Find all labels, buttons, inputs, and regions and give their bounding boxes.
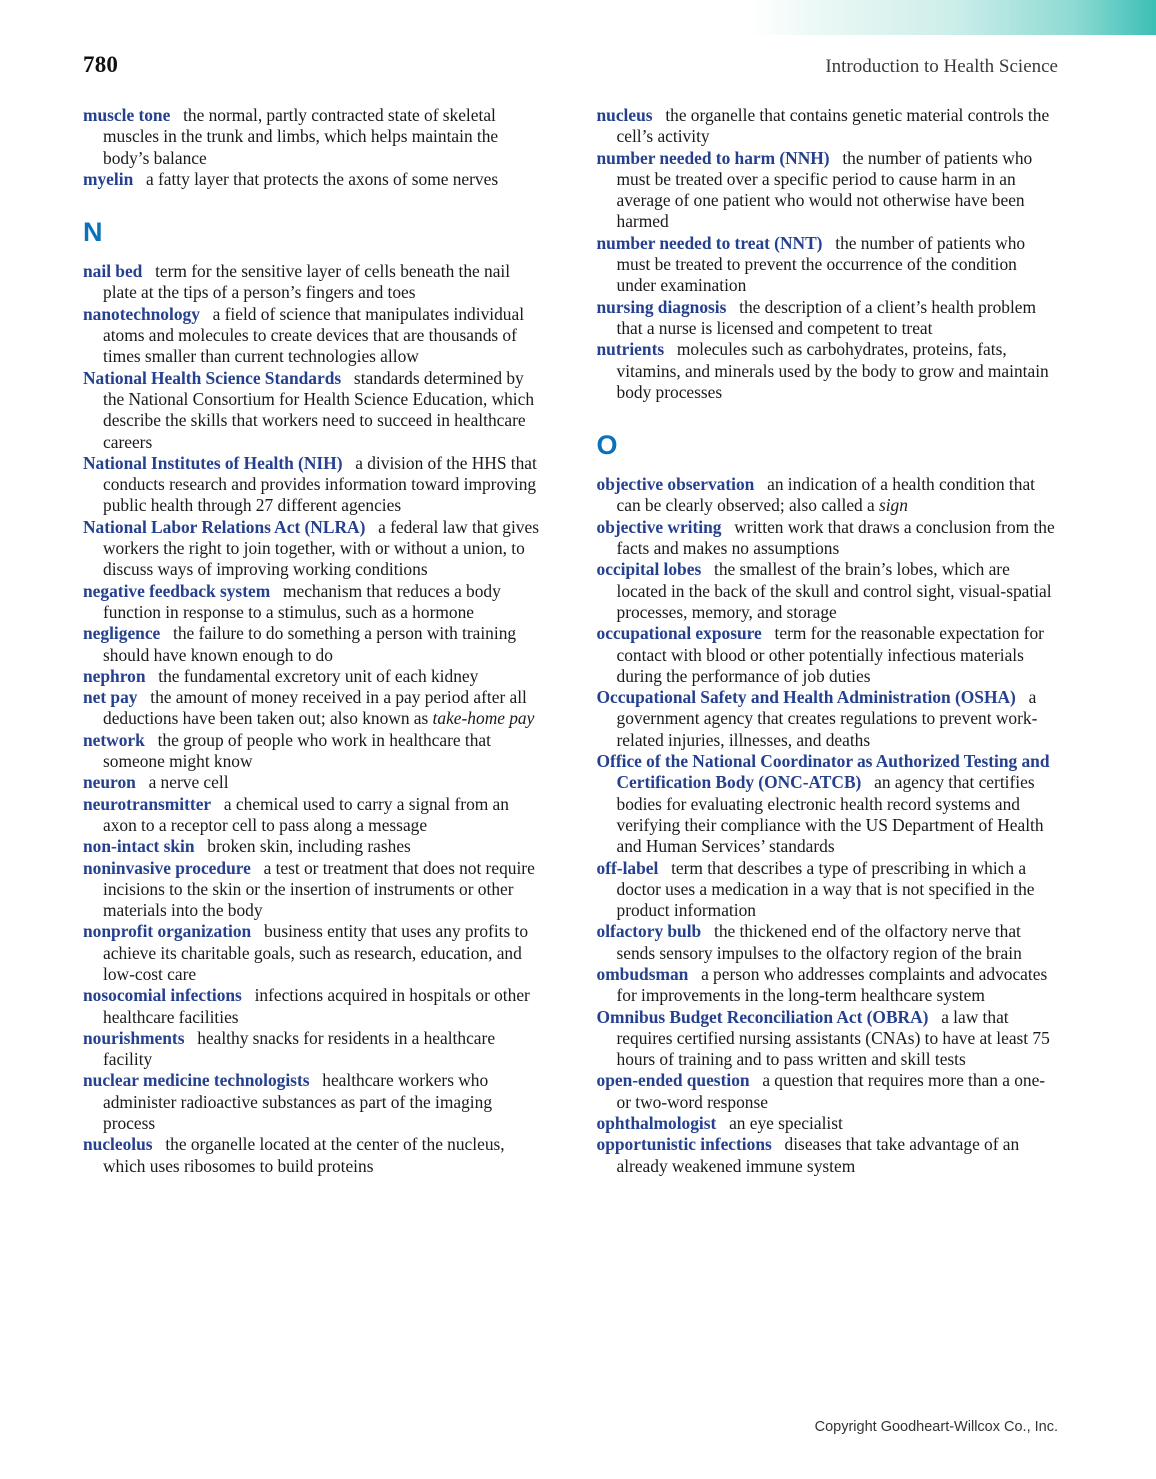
glossary-definition: term for the reasonable expectation for contact with blood or other potentially infectious materials during the performance of job duties [616,623,1044,686]
glossary-term: ombudsman [596,963,689,984]
glossary-term: network [83,729,145,750]
glossary-term: National Health Science Standards [83,367,342,388]
glossary-entry [83,105,545,169]
glossary-entry [597,1113,1059,1134]
term-definition-gap [184,1028,197,1048]
glossary-term: negligence [83,623,161,644]
glossary-definition: a chemical used to carry a signal from an axon to a receptor cell to pass along a message [103,793,509,835]
glossary-entry [597,1007,1059,1071]
glossary-entry [597,339,1059,403]
glossary-definition: an eye specialist [729,1113,843,1134]
glossary-term: negative feedback system [83,580,271,601]
glossary-definition: a person who addresses complaints and advocates for improvements in the long-term healthcare system [616,963,1048,1006]
glossary-body [83,105,1058,1385]
term-definition-gap [772,1134,785,1154]
glossary-definition: an indication of a health condition that can be clearly observed; also called a [616,474,1036,516]
glossary-entry [83,921,545,985]
glossary-entry [597,559,1059,623]
glossary-term: nursing diagnosis [596,296,727,317]
term-definition-gap [861,772,874,792]
term-definition-gap [688,964,701,984]
glossary-definition-italic: take-home pay [432,708,535,729]
glossary-term: occipital lobes [596,559,702,580]
glossary-definition: written work that draws a conclusion from the facts and makes no assumptions [616,516,1055,559]
term-definition-gap [928,1007,941,1027]
left-column [83,105,545,1385]
glossary-definition: a fatty layer that protects the axons of some nerves [146,168,499,189]
glossary-definition: mechanism that reduces a body function in response to a stimulus, such as a hormone [103,580,501,622]
term-definition-gap [211,794,224,814]
term-definition-gap [701,559,714,579]
glossary-term: muscle tone [83,105,171,125]
term-definition-gap [251,921,264,941]
glossary-entry [83,1028,545,1071]
glossary-entry [597,1134,1059,1177]
copyright-notice: Copyright Goodheart-Willcox Co., Inc. [814,1419,1058,1435]
section-letter-o: O [596,430,618,461]
term-definition-gap [270,581,283,601]
glossary-entry [83,985,545,1028]
decorative-gradient-bar [750,0,1156,35]
glossary-entry [597,751,1059,857]
glossary-term: objective observation [596,474,755,495]
glossary-term: off-label [596,857,659,878]
glossary-entry [597,858,1059,922]
term-definition-gap [701,921,714,941]
glossary-definition-italic: sign [878,495,908,516]
glossary-entry [83,858,545,922]
page-number: 780 [83,52,119,77]
glossary-definition: the organelle that contains genetic material controls the cell’s activity [616,105,1050,147]
glossary-term: Occupational Safety and Health Administration (OSHA) [596,687,1016,708]
glossary-term: open-ended question [596,1070,750,1091]
term-definition-gap [145,730,158,750]
term-definition-gap [658,858,671,878]
term-definition-gap [822,233,835,253]
glossary-entry [597,623,1059,687]
glossary-definition: a nerve cell [148,772,229,793]
glossary-entry [83,623,545,666]
glossary-term: nanotechnology [83,303,200,324]
glossary-term: ophthalmologist [596,1113,717,1134]
glossary-term: nucleus [596,105,653,125]
section-letter-n: N [83,217,103,248]
page-footer [83,1418,1058,1436]
term-definition-gap [754,474,767,494]
glossary-term: opportunistic infections [596,1134,772,1155]
glossary-definition: a field of science that manipulates individual atoms and molecules to create devices that are thousands of times smaller than current technologies allow [103,303,525,367]
term-definition-gap [653,105,666,125]
glossary-term: nosocomial infections [83,985,242,1006]
glossary-term: objective writing [596,516,722,537]
glossary-definition: the organelle located at the center of the nucleus, which uses ribosomes to build proteins [103,1134,505,1176]
glossary-definition: a federal law that gives workers the right to join together, with or without a union, to discuss ways of improving working conditions [103,516,539,580]
glossary-entry [83,368,545,453]
term-definition-gap [721,517,734,537]
glossary-term: nephron [83,665,146,686]
glossary-entry [83,687,545,730]
glossary-definition: molecules such as carbohydrates, proteins, fats, vitamins, and minerals used by the body to grow and maintain body processes [616,339,1049,402]
glossary-entry [597,105,1059,148]
term-definition-gap [365,517,378,537]
glossary-definition: business entity that uses any profits to achieve its charitable goals, such as research, education, and low-cost care [103,921,529,984]
term-definition-gap [726,297,739,317]
term-definition-gap [716,1113,729,1133]
glossary-definition: a division of the HHS that conducts research and provides information toward improving public health through 27 different agencies [103,452,537,516]
glossary-definition: term that describes a type of prescribing in which a doctor uses a medication in a way that is not specified in the product information [616,857,1035,921]
term-definition-gap [146,666,159,686]
term-definition-gap [343,453,356,473]
glossary-term: Office of the National Coordinator as Authorized Testing and Certification Body (ONC-ATCB) [596,751,1050,793]
glossary-entry [83,581,545,624]
term-definition-gap [762,623,775,643]
glossary-entry [83,730,545,773]
glossary-term: neuron [83,772,136,793]
term-definition-gap [1016,687,1029,707]
glossary-entry [597,964,1059,1007]
glossary-entry [597,687,1059,751]
glossary-definition: the group of people who work in healthcare that someone might know [103,729,491,772]
glossary-entry [597,148,1059,233]
glossary-term: Omnibus Budget Reconciliation Act (OBRA) [596,1006,929,1027]
glossary-definition: standards determined by the National Consortium for Health Science Education, which describe the skills that workers need to succeed in healthcare careers [103,367,535,452]
glossary-term: myelin [83,168,134,189]
glossary-definition: the failure to do something a person with training should have known enough to do [103,623,517,665]
glossary-definition: term for the sensitive layer of cells beneath the nail plate at the tips of a person’s fingers and toes [103,261,511,303]
glossary-term: nutrients [596,339,665,360]
glossary-entry [83,453,545,517]
glossary-definition: a government agency that creates regulations to prevent work-related injuries, illnesses, and deaths [616,687,1038,750]
glossary-definition: the amount of money received in a pay period after all deductions have been taken out; also known as [103,687,527,729]
term-definition-gap [142,261,155,281]
term-definition-gap [242,985,255,1005]
glossary-entry [597,474,1059,517]
glossary-definition: an agency that certifies bodies for evaluating electronic health record systems and verifying their compliance with the US Department of Health and Human Services’ standards [616,772,1044,857]
glossary-definition: the number of patients who must be treated to prevent the occurrence of the condition under examination [616,232,1026,296]
glossary-entry [597,297,1059,340]
glossary-definition: infections acquired in hospitals or other healthcare facilities [103,985,530,1027]
glossary-term: National Labor Relations Act (NLRA) [83,516,366,537]
glossary-entry [83,169,545,190]
book-title: Introduction to Health Science [825,56,1058,77]
glossary-definition: a test or treatment that does not require incisions to the skin or the insertion of instruments or other materials into the body [103,857,535,921]
term-definition-gap [153,1134,166,1154]
glossary-entry [83,794,545,837]
glossary-definition: the fundamental excretory unit of each kidney [158,665,479,686]
glossary-entry [83,836,545,857]
glossary-definition: the description of a client’s health problem that a nurse is licensed and competent to treat [616,296,1037,338]
term-definition-gap [664,339,677,359]
glossary-entry [597,517,1059,560]
glossary-definition: a law that requires certified nursing assistants (CNAs) to have at least 75 hours of training and to pass written and skill tests [616,1006,1050,1070]
term-definition-gap [750,1070,763,1090]
glossary-entry [83,1134,545,1177]
glossary-term: net pay [83,687,138,708]
term-definition-gap [136,772,149,792]
glossary-definition: diseases that take advantage of an already weakened immune system [616,1134,1020,1176]
glossary-term: neurotransmitter [83,793,212,814]
glossary-definition: the smallest of the brain’s lobes, which are located in the back of the skull and control sight, visual-spatial processes, memory, and storage [616,559,1052,622]
term-definition-gap [195,836,208,856]
glossary-term: noninvasive procedure [83,857,251,878]
term-definition-gap [200,304,213,324]
glossary-definition: healthcare workers who administer radioactive substances as part of the imaging process [103,1070,493,1134]
glossary-definition: broken skin, including rashes [207,836,411,857]
glossary-term: nucleolus [83,1134,153,1155]
glossary-definition: a question that requires more than a one- or two-word response [616,1070,1046,1112]
glossary-term: nourishments [83,1027,185,1048]
glossary-term: number needed to harm (NNH) [596,147,830,168]
term-definition-gap [160,623,173,643]
glossary-definition: healthy snacks for residents in a healthcare facility [103,1027,496,1070]
glossary-entry [83,772,545,793]
right-column [597,105,1059,1385]
glossary-entry [83,261,545,304]
term-definition-gap [138,687,151,707]
glossary-term: olfactory bulb [596,921,702,942]
glossary-term: nuclear medicine technologists [83,1070,310,1091]
term-definition-gap [251,858,264,878]
term-definition-gap [830,148,843,168]
glossary-term: number needed to treat (NNT) [596,232,823,253]
term-definition-gap [170,105,183,125]
glossary-entry [597,1070,1059,1113]
glossary-term: National Institutes of Health (NIH) [83,452,343,473]
glossary-entry [597,233,1059,297]
glossary-term: occupational exposure [596,623,762,644]
glossary-definition: the normal, partly contracted state of skeletal muscles in the trunk and limbs, which helps maintain the body’s balance [103,105,499,168]
glossary-entry [597,921,1059,964]
glossary-term: nonprofit organization [83,921,252,942]
glossary-entry [83,304,545,368]
glossary-term: nail bed [83,261,143,282]
glossary-entry [83,666,545,687]
glossary-definition: the number of patients who must be treated over a specific period to cause harm in an average of one patient who would not otherwise have been harmed [616,147,1033,232]
glossary-entry [83,1070,545,1134]
term-definition-gap [341,368,354,388]
page-header [83,52,1058,82]
term-definition-gap [133,169,146,189]
glossary-term: non-intact skin [83,836,195,857]
term-definition-gap [310,1070,323,1090]
glossary-definition: the thickened end of the olfactory nerve that sends sensory impulses to the olfactory region of the brain [616,921,1022,963]
glossary-entry [83,517,545,581]
